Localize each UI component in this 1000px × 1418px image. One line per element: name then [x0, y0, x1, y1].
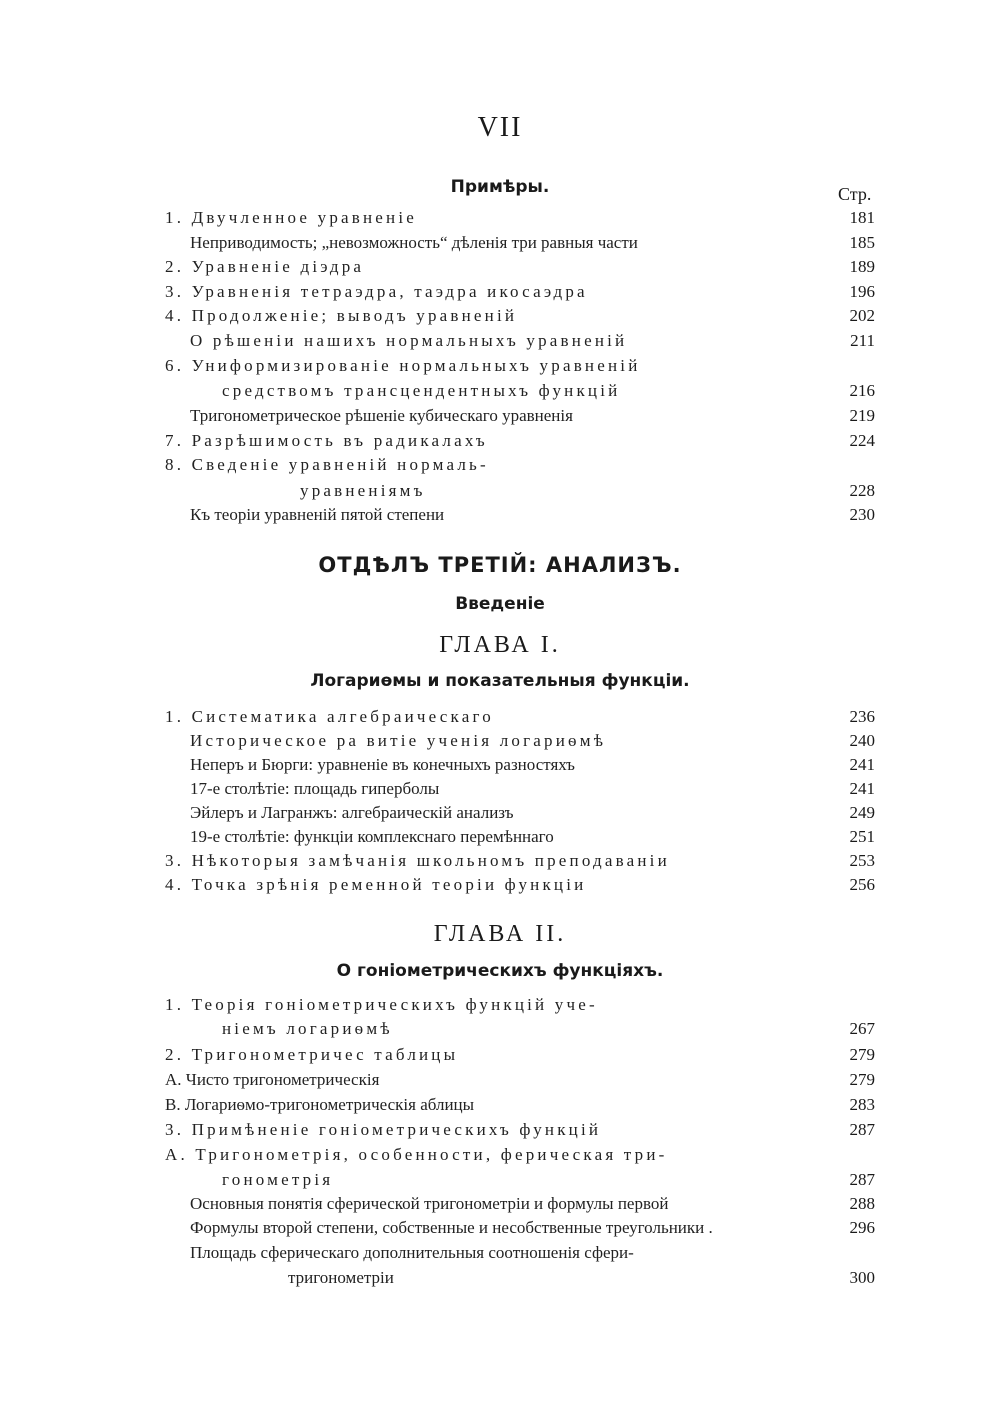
toc-page: 279	[849, 1070, 875, 1089]
toc-entry: 4. Точка зрѣнія ременной теоріи функціи	[165, 875, 587, 894]
part-intro: Введеніе	[455, 594, 545, 614]
toc-page: 216	[849, 381, 875, 400]
toc-entry: Площадь сферическаго дополнительныя соотношенія сфери-	[190, 1243, 634, 1262]
toc-entry: В. Логариѳмо-тригонометрическія аблицы	[165, 1095, 475, 1114]
toc-page: 253	[849, 851, 875, 870]
toc-entry: Тригонометрическое рѣшеніе кубическаго уравненія	[190, 406, 573, 425]
toc-entry: ніемъ логариѳмѣ	[222, 1019, 393, 1038]
toc-entry: 6. Униформизированіе нормальныхъ уравненій	[165, 356, 641, 375]
toc-entry: А. Тригонометрія, особенности, ферическая три-	[165, 1145, 668, 1164]
toc-entry: 17-е столѣтіе: площадь гиперболы	[190, 779, 440, 798]
toc-page: 202	[849, 306, 875, 325]
toc-page: 241	[849, 779, 875, 798]
toc-entry: Историческое ра витіе ученія логариѳмѣ	[190, 731, 607, 750]
toc-entry: Неперъ и Бюрги: уравненіе въ конечныхъ разностяхъ	[190, 755, 575, 774]
toc-page: 288	[849, 1194, 875, 1213]
part-title: ОТДѢЛЪ ТРЕТІЙ: АНАЛИЗЪ.	[318, 553, 682, 577]
toc-page: 300	[849, 1268, 875, 1287]
toc-entry: 7. Разрѣшимость въ радикалахъ	[165, 431, 488, 450]
toc-entry: 1. Теорія гоніометрическихъ функцій уче-	[165, 995, 598, 1014]
toc-entry: Эйлеръ и Лагранжъ: алгебраическій анализъ	[190, 803, 514, 822]
toc-page: 224	[849, 431, 875, 450]
toc-page: 287	[849, 1170, 875, 1189]
toc-page: 251	[849, 827, 875, 846]
toc-entry: А. Чисто тригонометрическія	[165, 1070, 380, 1089]
toc-entry: Формулы второй степени, собственные и несобственные треугольники .	[190, 1218, 713, 1237]
toc-page: 279	[849, 1045, 875, 1064]
toc-entry: 1. Двучленное уравненіе	[165, 208, 418, 227]
toc-entry: тригонометріи	[288, 1268, 394, 1287]
toc-page: 189	[849, 257, 875, 276]
toc-page: 219	[849, 406, 875, 425]
toc-page: 196	[849, 282, 875, 301]
chapter-heading: О гоніометрическихъ функціяхъ.	[336, 961, 664, 981]
toc-entry: 3. Уравненія тетраэдра, таэдра икосаэдра	[165, 282, 588, 301]
toc-entry: 3. Примѣненіе гоніометрическихъ функцій	[165, 1120, 602, 1139]
toc-entry: 1. Систематика алгебраическаго	[165, 707, 494, 726]
page-column-label: Стр.	[838, 184, 872, 204]
toc-page: 230	[849, 505, 875, 524]
toc-page: 256	[849, 875, 875, 894]
toc-page: 211	[850, 331, 875, 350]
chapter-title: ГЛАВА II.	[433, 921, 567, 947]
toc-page: 185	[849, 233, 875, 252]
toc-entry: средствомъ трансцендентныхъ функцій	[222, 381, 621, 400]
toc-page: 241	[849, 755, 875, 774]
chapter-title: ГЛАВА I.	[439, 632, 561, 658]
toc-entry: гонометрія	[222, 1170, 334, 1189]
toc-entry: 2. Уравненіе діэдра	[165, 257, 365, 276]
toc-entry: 8. Сведеніе уравненій нормаль-	[165, 455, 489, 474]
page-number: VII	[477, 112, 523, 143]
toc-entry: уравненіямъ	[300, 481, 426, 500]
toc-page: 236	[849, 707, 875, 726]
toc-page: 267	[849, 1019, 875, 1038]
toc-entry: О рѣшеніи нашихъ нормальныхъ уравненій	[190, 331, 628, 350]
toc-page: 296	[849, 1218, 875, 1237]
toc-entry: 2. Тригонометричес таблицы	[165, 1045, 459, 1064]
toc-entry: 19-е столѣтіе: функціи комплекснаго перемѣннаго	[190, 827, 554, 846]
toc-page: 240	[849, 731, 875, 750]
toc-page: 287	[849, 1120, 875, 1139]
toc-entry: 3. Нѣкоторыя замѣчанія школьномъ преподаваніи	[165, 851, 670, 870]
toc-page: 283	[849, 1095, 875, 1114]
toc-entry: Неприводимость; „невозможность“ дѣленія три равныя части	[190, 233, 638, 252]
toc-page: 249	[849, 803, 875, 822]
toc-entry: 4. Продолженіе; выводъ уравненій	[165, 306, 518, 325]
chapter-heading: Логариѳмы и показательныя функціи.	[310, 671, 690, 691]
section-heading-examples: Примѣры.	[450, 177, 550, 197]
toc-page: 228	[849, 481, 875, 500]
toc-entry: Основныя понятія сферической тригонометріи и формулы первой	[190, 1194, 669, 1213]
toc-entry: Къ теоріи уравненій пятой степени	[190, 505, 445, 524]
toc-page: 181	[849, 208, 875, 227]
